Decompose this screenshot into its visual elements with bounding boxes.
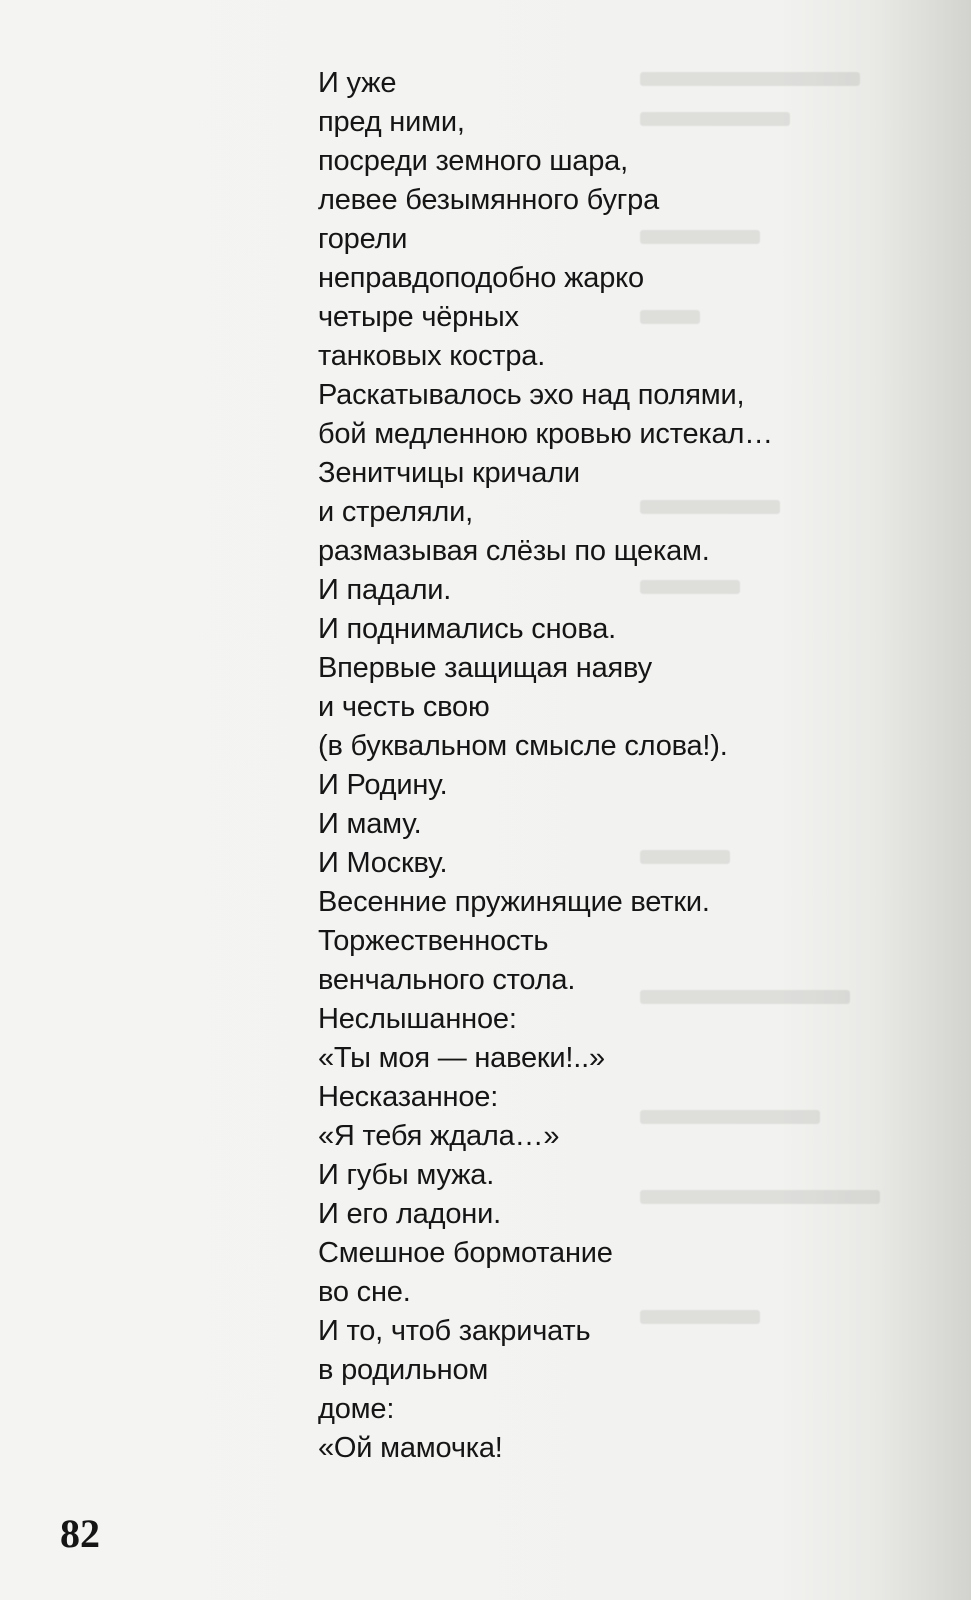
poem-line: Несказанное: [318, 1081, 499, 1113]
poem-line: И Родину. [318, 769, 448, 801]
poem-line: И Москву. [318, 847, 448, 879]
poem-line: левее безымянного бугра [318, 184, 659, 216]
poem-line: И уже [318, 67, 397, 99]
poem-line: И губы мужа. [318, 1159, 495, 1191]
poem-line: горели [318, 223, 408, 255]
poem-line: И поднимались снова. [318, 613, 616, 645]
poem-line: И падали. [318, 574, 452, 606]
poem-line: венчального стола. [318, 964, 576, 996]
poem-line: И его ладони. [318, 1198, 501, 1230]
poem-line: И маму. [318, 808, 422, 840]
poem-line: во сне. [318, 1276, 411, 1308]
poem-text [318, 64, 878, 1468]
poem-line: «Я тебя ждала…» [318, 1120, 560, 1152]
poem-line: Раскатывалось эхо над полями, [318, 379, 745, 411]
poem-line: Неслышанное: [318, 1003, 517, 1035]
poem-line: «Ой мамочка! [318, 1432, 503, 1464]
poem-line: посреди земного шара, [318, 145, 628, 177]
poem-line: танковых костра. [318, 340, 546, 372]
page-number: 82 [60, 1511, 100, 1556]
poem-line: и честь свою [318, 691, 490, 723]
poem-line: Смешное бормотание [318, 1237, 613, 1269]
poem-line: доме: [318, 1393, 395, 1425]
poem-line: бой медленною кровью истекал… [318, 418, 773, 450]
poem-line: «Ты моя — навеки!..» [318, 1042, 605, 1074]
poem-line: в родильном [318, 1354, 489, 1386]
poem-line: Весенние пружинящие ветки. [318, 886, 710, 918]
poem-line: Торжественность [318, 925, 549, 957]
poem-line: Зенитчицы кричали [318, 457, 580, 489]
poem-line: и стреляли, [318, 496, 473, 528]
poem-line: пред ними, [318, 106, 465, 138]
poem-line: Впервые защищая наяву [318, 652, 652, 684]
poem-line: размазывая слёзы по щекам. [318, 535, 710, 567]
poem-line: неправдоподобно жарко [318, 262, 644, 294]
poem-line: И то, чтоб закричать [318, 1315, 591, 1347]
poem-line: четыре чёрных [318, 301, 519, 333]
poem-line: (в буквальном смысле слова!). [318, 730, 728, 762]
